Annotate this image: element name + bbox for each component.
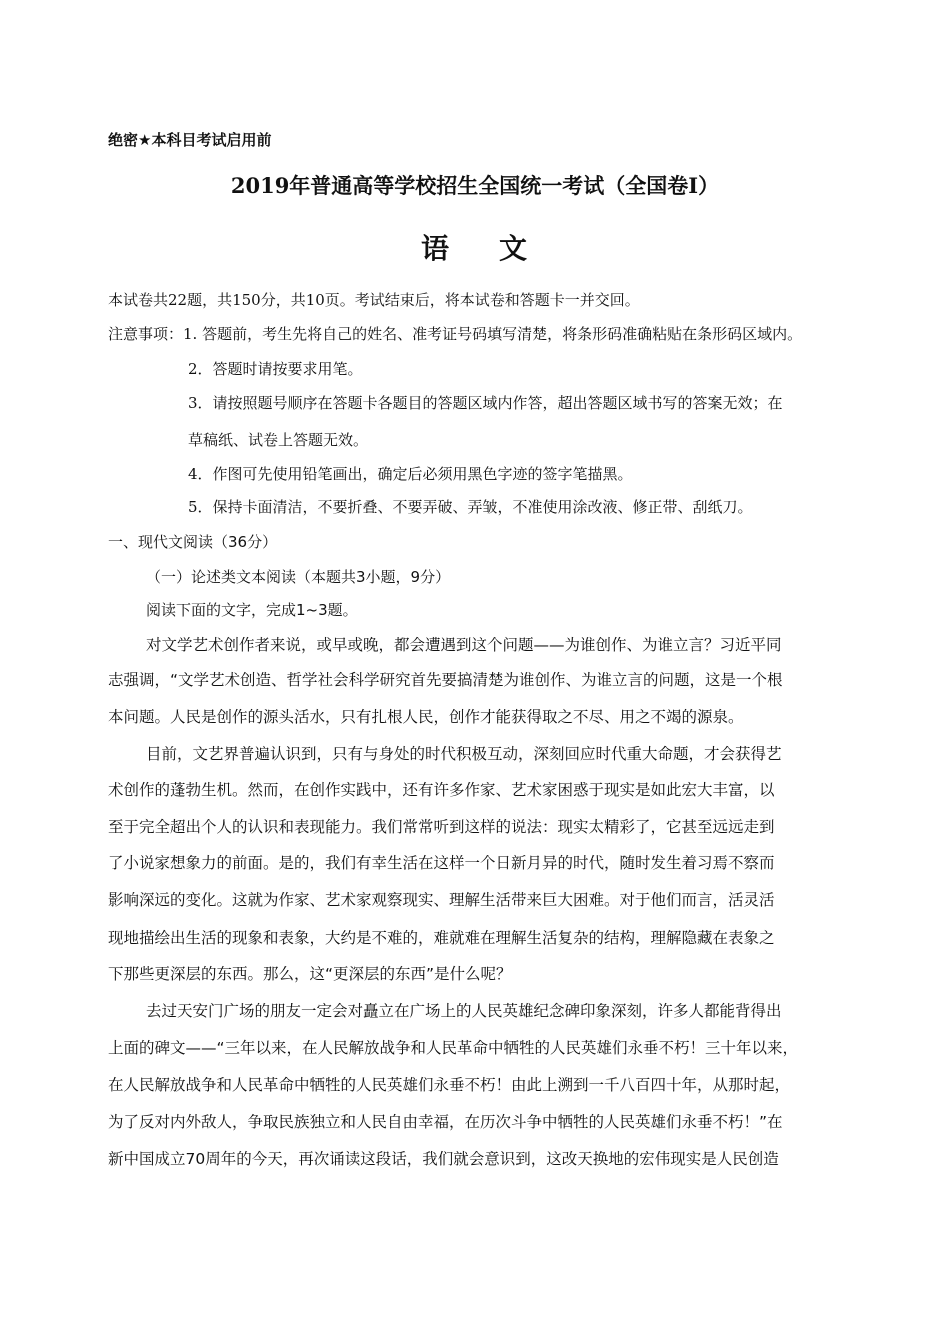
notes-item-2: 2．答题时请按要求用笔。 <box>188 360 363 378</box>
subject-title <box>0 230 950 268</box>
notes-item-3-continued: 草稿纸、试卷上答题无效。 <box>188 431 369 449</box>
passage-line: 上面的碑文——“三年以来，在人民解放战争和人民革命中牺牲的人民英雄们永垂不朽！三十年以来， <box>108 1039 799 1057</box>
passage-line: 了小说家想象力的前面。是的，我们有幸生活在这样一个日新月异的时代，随时发生着习焉不察而 <box>108 854 775 872</box>
passage-line: 目前，文艺界普遍认识到，只有与身处的时代积极互动，深刻回应时代重大命题，才会获得艺 <box>146 745 782 763</box>
exam-title: 2019年普通高等学校招生全国统一考试（全国卷I） <box>230 173 720 198</box>
passage-line: 新中国成立70周年的今天，再次诵读这段话，我们就会意识到，这改天换地的宏伟现实是人民创造 <box>108 1150 779 1168</box>
passage-line: 至于完全超出个人的认识和表现能力。我们常常听到这样的说法：现实太精彩了，它甚至远远走到 <box>108 818 775 836</box>
confidential-label: 绝密★本科目考试启用前 <box>108 131 272 149</box>
notes-item-3: 3．请按照题号顺序在答题卡各题目的答题区域内作答，超出答题区域书写的答案无效；在 <box>188 394 783 412</box>
passage-line: 本问题。人民是创作的源头活水，只有扎根人民，创作才能获得取之不尽、用之不竭的源泉。 <box>108 708 744 726</box>
subject-title-char-2: 文 <box>499 232 530 265</box>
notes-item-4: 4．作图可先使用铅笔画出，确定后必须用黑色字迹的签字笔描黑。 <box>188 465 633 483</box>
passage-line: 影响深远的变化。这就为作家、艺术家观察现实、理解生活带来巨大困难。对于他们而言，活灵活 <box>108 891 775 909</box>
notes-item-1: 注意事项：1. 答题前，考生先将自己的姓名、准考证号码填写清楚，将条形码准确粘贴在条形码区域内。 <box>108 325 803 343</box>
notes-item-5: 5．保持卡面清洁，不要折叠、不要弄破、弄皱，不准使用涂改液、修正带、刮纸刀。 <box>188 498 753 516</box>
section-heading: 一、现代文阅读（36分） <box>108 533 278 551</box>
exam-intro: 本试卷共22题，共150分，共10页。考试结束后，将本试卷和答题卡一并交回。 <box>108 291 640 309</box>
passage-line: 现地描绘出生活的现象和表象，大约是不难的，难就难在理解生活复杂的结构，理解隐藏在表象之 <box>108 929 775 947</box>
reading-instruction: 阅读下面的文字，完成1~3题。 <box>146 601 358 619</box>
subject-title-char-1: 语 <box>420 232 451 265</box>
passage-line: 在人民解放战争和人民革命中牺牲的人民英雄们永垂不朽！由此上溯到一千八百四十年，从那时起， <box>108 1076 791 1094</box>
passage-line: 对文学艺术创作者来说，或早或晚，都会遭遇到这个问题——为谁创作、为谁立言？习近平同 <box>146 636 782 654</box>
subsection-heading: （一）论述类文本阅读（本题共3小题，9分） <box>146 568 451 586</box>
passage-line: 去过天安门广场的朋友一定会对矗立在广场上的人民英雄纪念碑印象深刻，许多人都能背得出 <box>146 1002 782 1020</box>
passage-line: 为了反对内外敌人，争取民族独立和人民自由幸福，在历次斗争中牺牲的人民英雄们永垂不朽！”在 <box>108 1113 783 1131</box>
passage-line: 志强调，“文学艺术创造、哲学社会科学研究首先要搞清楚为谁创作、为谁立言的问题，这是一个根 <box>108 671 783 689</box>
passage-line: 下那些更深层的东西。那么，这“更深层的东西”是什么呢？ <box>108 965 512 983</box>
passage-line: 术创作的蓬勃生机。然而，在创作实践中，还有许多作家、艺术家困惑于现实是如此宏大丰富，以 <box>108 781 775 799</box>
